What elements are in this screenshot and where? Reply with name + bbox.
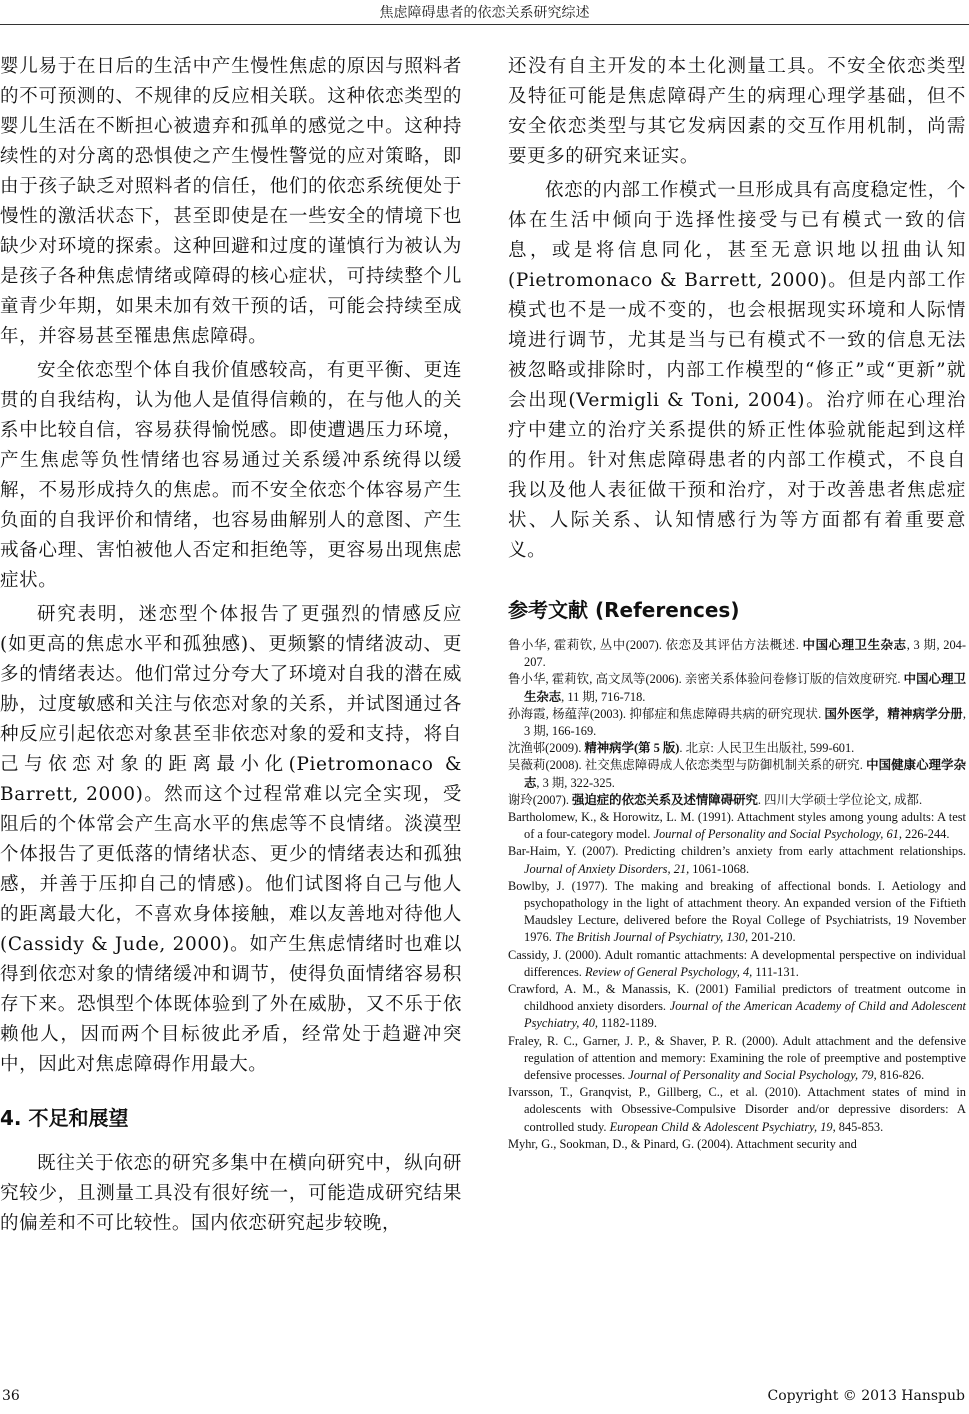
body-paragraph: 婴儿易于在日后的生活中产生慢性焦虑的原因与照料者的不可预测的、不规律的反应相关联。这种依恋类型的婴儿生活在不断担心被遗弃和孤单的感觉之中。这种持续性的对分离的恐惧使之产生慢性警觉的应对策略，即由于孩子缺乏对照料者的信任，他们的依恋系统便处于慢性的激活状态下，甚至即使是在一些安全的情境下也缺少对环境的探索。这种回避和过度的谨慎行为被认为是孩子各种焦虑情绪或障碍的核心症状，可持续整个儿童青少年期，如果未加有效干预的话，可能会持续至成年，并容易甚至罹患焦虑障碍。 [0,56,462,347]
reference-entry: 鲁小华, 霍莉钦, 高文凤等(2006). 亲密关系体验问卷修订版的信效度研究. 中国心理卫生杂志, 11 期, 716-718. [508,672,966,704]
reference-entry: Bowlby, J. (1977). The making and breaking of affectional bonds. I. Aetiology and psychopathology in the light of attachment theory. An expanded version of the Fiftieth Maudsley Lecture, delivered before the Royal College of Psychiatrists, 19 November 1976. The British Journal of Psychiatry, 130, 201-210. [508,878,966,945]
references-heading: 参考文献 (References) [508,598,740,622]
body-paragraph: 研究表明，迷恋型个体报告了更强烈的情感反应(如更高的焦虑水平和孤独感)、更频繁的情绪波动、更多的情绪表达。他们常过分夸大了环境对自我的潜在威胁，过度敏感和关注与依恋对象的关系，并试图通过各种反应引起依恋对象甚至非依恋对象的爱和支持，将自己与依恋对象的距离最小化(Pietromonaco & Barrett, 2000)。然而这个过程常难以完全实现，受阻后的个体常会产生高水平的焦虑等不良情绪。淡漠型个体报告了更低落的情绪状态、更少的情绪表达和孤独感，并善于压抑自己的情感)。他们试图将自己与他人的距离最大化，不喜欢身体接触，难以友善地对待他人(Cassidy & Jude, 2000)。如产生焦虑情绪时也难以得到依恋对象的情绪缓冲和调节，使得负面情绪容易积存下来。恐惧型个体既体验到了外在威胁，又不乐于依赖他人，因而两个目标彼此矛盾，经常处于趋避冲突中，因此对焦虑障碍作用最大。 [0,604,462,1075]
reference-entry: Bartholomew, K., & Horowitz, L. M. (1991). Attachment styles among young adults: A test of a four-category model. Journal of Personality and Social Psychology, 61, 226-244. [508,810,966,842]
reference-entry: Fraley, R. C., Garner, J. P., & Shaver, P. R. (2000). Adult attachment and the defensive regulation of attention and memory: Examining the role of preemptive and postemptive defensive processes. Journal of Personality and Social Psychology, 79, 816-826. [508,1033,966,1083]
reference-entry: 谢玲(2007). 强迫症的依恋关系及述情障碍研究. 四川大学硕士学位论文, 成都. [508,792,923,807]
body-paragraph: 既往关于依恋的研究多集中在横向研究中，纵向研究较少，且测量工具没有很好统一，可能造成研究结果的偏差和不可比较性。国内依恋研究起步较晚， [0,1153,462,1234]
body-paragraph: 还没有自主开发的本土化测量工具。不安全依恋类型及特征可能是焦虑障碍产生的病理心理学基础，但不安全依恋类型与其它发病因素的交互作用机制，尚需要更多的研究来证实。 [508,56,966,167]
reference-entry: 鲁小华, 霍莉钦, 丛中(2007). 依恋及其评估方法概述. 中国心理卫生杂志, 3 期, 204-207. [508,638,966,670]
section-heading: 4. 不足和展望 [0,1106,129,1130]
reference-entry: Cassidy, J. (2000). Adult romantic attachments: A developmental perspective on individual differences. Review of General Psychology, 4, 111-131. [508,947,966,979]
body-paragraph: 安全依恋型个体自我价值感较高，有更平衡、更连贯的自我结构，认为他人是值得信赖的，在与他人的关系中比较自信，容易获得愉悦感。即使遭遇压力环境，产生焦虑等负性情绪也容易通过关系缓冲系统得以缓解，不易形成持久的焦虑。而不安全依恋个体容易产生负面的自我评价和情绪，也容易曲解别人的意图、产生戒备心理、害怕被他人否定和拒绝等，更容易出现焦虑症状。 [0,360,462,591]
reference-entry: Ivarsson, T., Granqvist, P., Gillberg, C., et al. (2010). Attachment states of mind in adolescents with Obsessive-Compulsive Disorder and/or depressive disorders: A controlled study. European Child & Adolescent Psychiatry, 19, 845-853. [508,1085,966,1134]
header-rule [0,24,969,25]
body-paragraph: 依恋的内部工作模式一旦形成具有高度稳定性，个体在生活中倾向于选择性接受与已有模式一致的信息，或是将信息同化，甚至无意识地以扭曲认知(Pietromonaco & Barrett, 2000)。但是内部工作模式也不是一成不变的，也会根据现实环境和人际情境进行调节，尤其是当与已有模式不一致的信息无法被忽略或排除时，内部工作模型的“修正”或“更新”就会出现(Vermigli & Toni, 2004)。治疗师在心理治疗中建立的治疗关系提供的矫正性体验就能起到这样的作用。针对焦虑障碍患者的内部工作模式，不良自我以及他人表征做干预和治疗，对于改善患者焦虑症状、人际关系、认知情感行为等方面都有着重要意义。 [508,180,966,561]
left-column [0,52,462,1239]
reference-entry: Myhr, G., Sookman, D., & Pinard, G. (2004). Attachment security and [508,1136,857,1151]
reference-entry: 沈渔邨(2009). 精神病学(第 5 版). 北京: 人民卫生出版社, 599-601. [508,741,855,756]
reference-list [508,637,966,1153]
right-column [508,52,966,1153]
running-header: 焦虑障碍患者的依恋关系研究综述 [379,5,590,21]
reference-entry: 孙海霞, 杨蕴萍(2003). 抑郁症和焦虑障碍共病的研究现状. 国外医学，精神病学分册, 3 期, 166-169. [508,706,967,739]
copyright-notice: Copyright © 2013 Hanspub [767,1388,965,1404]
page-number: 36 [2,1388,20,1404]
reference-entry: Crawford, A. M., & Manassis, K. (2001) Familial predictors of treatment outcome in childhood anxiety disorders. Journal of the American Academy of Child and Adolescent Psychiatry, 40, 1182-1189. [508,982,966,1031]
reference-entry: Bar-Haim, Y. (2007). Predicting children’s anxiety from early attachment relationships. Journal of Anxiety Disorders, 21, 1061-1068. [508,844,966,876]
reference-entry: 吴薇莉(2008). 社交焦虑障碍成人依恋类型与防御机制关系的研究. 中国健康心理学杂志, 3 期, 322-325. [508,758,966,790]
